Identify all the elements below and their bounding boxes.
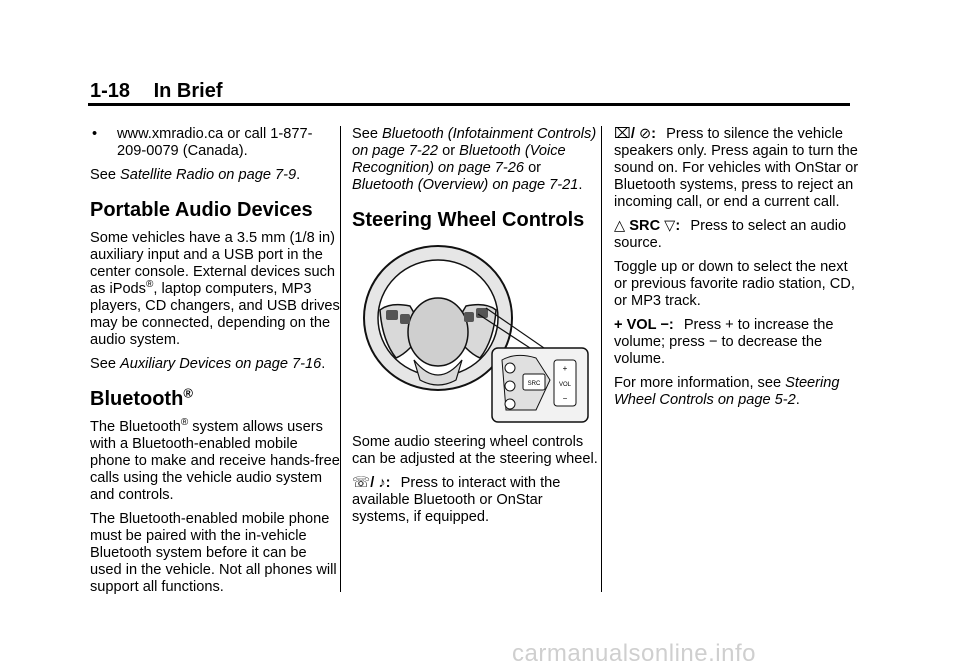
diagram-plus-label: + bbox=[562, 364, 568, 373]
end-call-icon: ⊘ bbox=[638, 126, 652, 142]
column-3 bbox=[614, 126, 864, 416]
see-reference: See Auxiliary Devices on page 7-16. bbox=[90, 356, 326, 372]
watermark: carmanualsonline.info bbox=[512, 640, 756, 667]
heading-bluetooth: Bluetooth® bbox=[90, 385, 193, 410]
mute-control-description: ⌧/ ⊘: Press to silence the vehicle speakers only. Press again to turn the sound on. For vehicles with OnStar or Bluetooth systems, press to reject an incoming call, or end a current call. bbox=[614, 126, 859, 210]
see-reference: See Satellite Radio on page 7-9. bbox=[90, 167, 301, 183]
cross-reference-link[interactable]: Auxiliary Devices on page 7-16 bbox=[120, 356, 322, 372]
see-reference: For more information, see Steering Wheel Controls on page 5-2. bbox=[614, 375, 840, 408]
paragraph: Some audio steering wheel controls can be adjusted at the steering wheel. bbox=[352, 434, 598, 467]
cross-reference-link[interactable]: Steering Wheel Controls on page 5-2 bbox=[614, 375, 840, 408]
diagram-vol-label: VOL bbox=[558, 382, 572, 388]
cross-reference-link[interactable]: Satellite Radio on page 7-9 bbox=[120, 167, 297, 183]
paragraph: The Bluetooth-enabled mobile phone must be paired with the in-vehicle Bluetooth system before it can be used in the vehicle. Not all phones will support all functions. bbox=[90, 511, 337, 595]
voice-icon: ♪ bbox=[378, 475, 386, 491]
paragraph: Some vehicles have a 3.5 mm (1/8 in) auxiliary input and a USB port in the center console. External devices such as iPods®, laptop computers, MP3 players, CD changers, and USB drives may be connected, depending on the audio system. bbox=[90, 230, 340, 348]
cross-reference-link[interactable]: Bluetooth (Infotainment Controls) on page 7-22 bbox=[352, 126, 597, 159]
phone-icon: ☏ bbox=[352, 475, 371, 491]
header-rule bbox=[88, 103, 850, 106]
column-divider bbox=[340, 126, 341, 592]
phone-control-description: ☏/ ♪: Press to interact with the available Bluetooth or OnStar systems, if equipped. bbox=[352, 475, 561, 525]
section-title: In Brief bbox=[153, 80, 223, 102]
heading-steering-wheel-controls: Steering Wheel Controls bbox=[352, 209, 585, 231]
heading-portable-audio: Portable Audio Devices bbox=[90, 199, 313, 221]
src-control-description: △ SRC ▽: Press to select an audio source. bbox=[614, 218, 847, 251]
bullet-text: www.xmradio.ca or call 1-877-209-0079 (Canada). bbox=[117, 126, 313, 159]
list-item bbox=[90, 126, 340, 160]
page-header bbox=[90, 80, 223, 103]
column-2 bbox=[352, 126, 602, 533]
arrow-up-icon: △ bbox=[614, 218, 626, 234]
cross-reference-link[interactable]: Bluetooth (Voice Recognition) on page 7-26 bbox=[352, 143, 566, 176]
column-1 bbox=[90, 126, 340, 603]
volume-control-description: + VOL −: Press + to increase the volume; press − to decrease the volume. bbox=[614, 317, 834, 367]
steering-wheel-illustration bbox=[360, 240, 592, 424]
paragraph: The Bluetooth® system allows users with a Bluetooth-enabled mobile phone to make and receive hands-free calls using the vehicle audio system and controls. bbox=[90, 417, 340, 503]
diagram-minus-label: − bbox=[562, 394, 568, 403]
page-number: 1-18 bbox=[90, 80, 131, 102]
cross-reference-link[interactable]: Bluetooth (Overview) on page 7-21 bbox=[352, 177, 579, 193]
diagram-src-label: SRC bbox=[527, 381, 541, 387]
mute-icon: ⌧ bbox=[614, 126, 631, 142]
arrow-down-icon: ▽ bbox=[664, 218, 676, 234]
bullet-icon: • bbox=[92, 126, 98, 142]
see-reference: See Bluetooth (Infotainment Controls) on page 7-22 or Bluetooth (Voice Recognition) on page 7-26 or Bluetooth (Overview) on page 7-21. bbox=[352, 126, 597, 193]
paragraph: Toggle up or down to select the next or previous favorite radio station, CD, or MP3 track. bbox=[614, 259, 855, 309]
